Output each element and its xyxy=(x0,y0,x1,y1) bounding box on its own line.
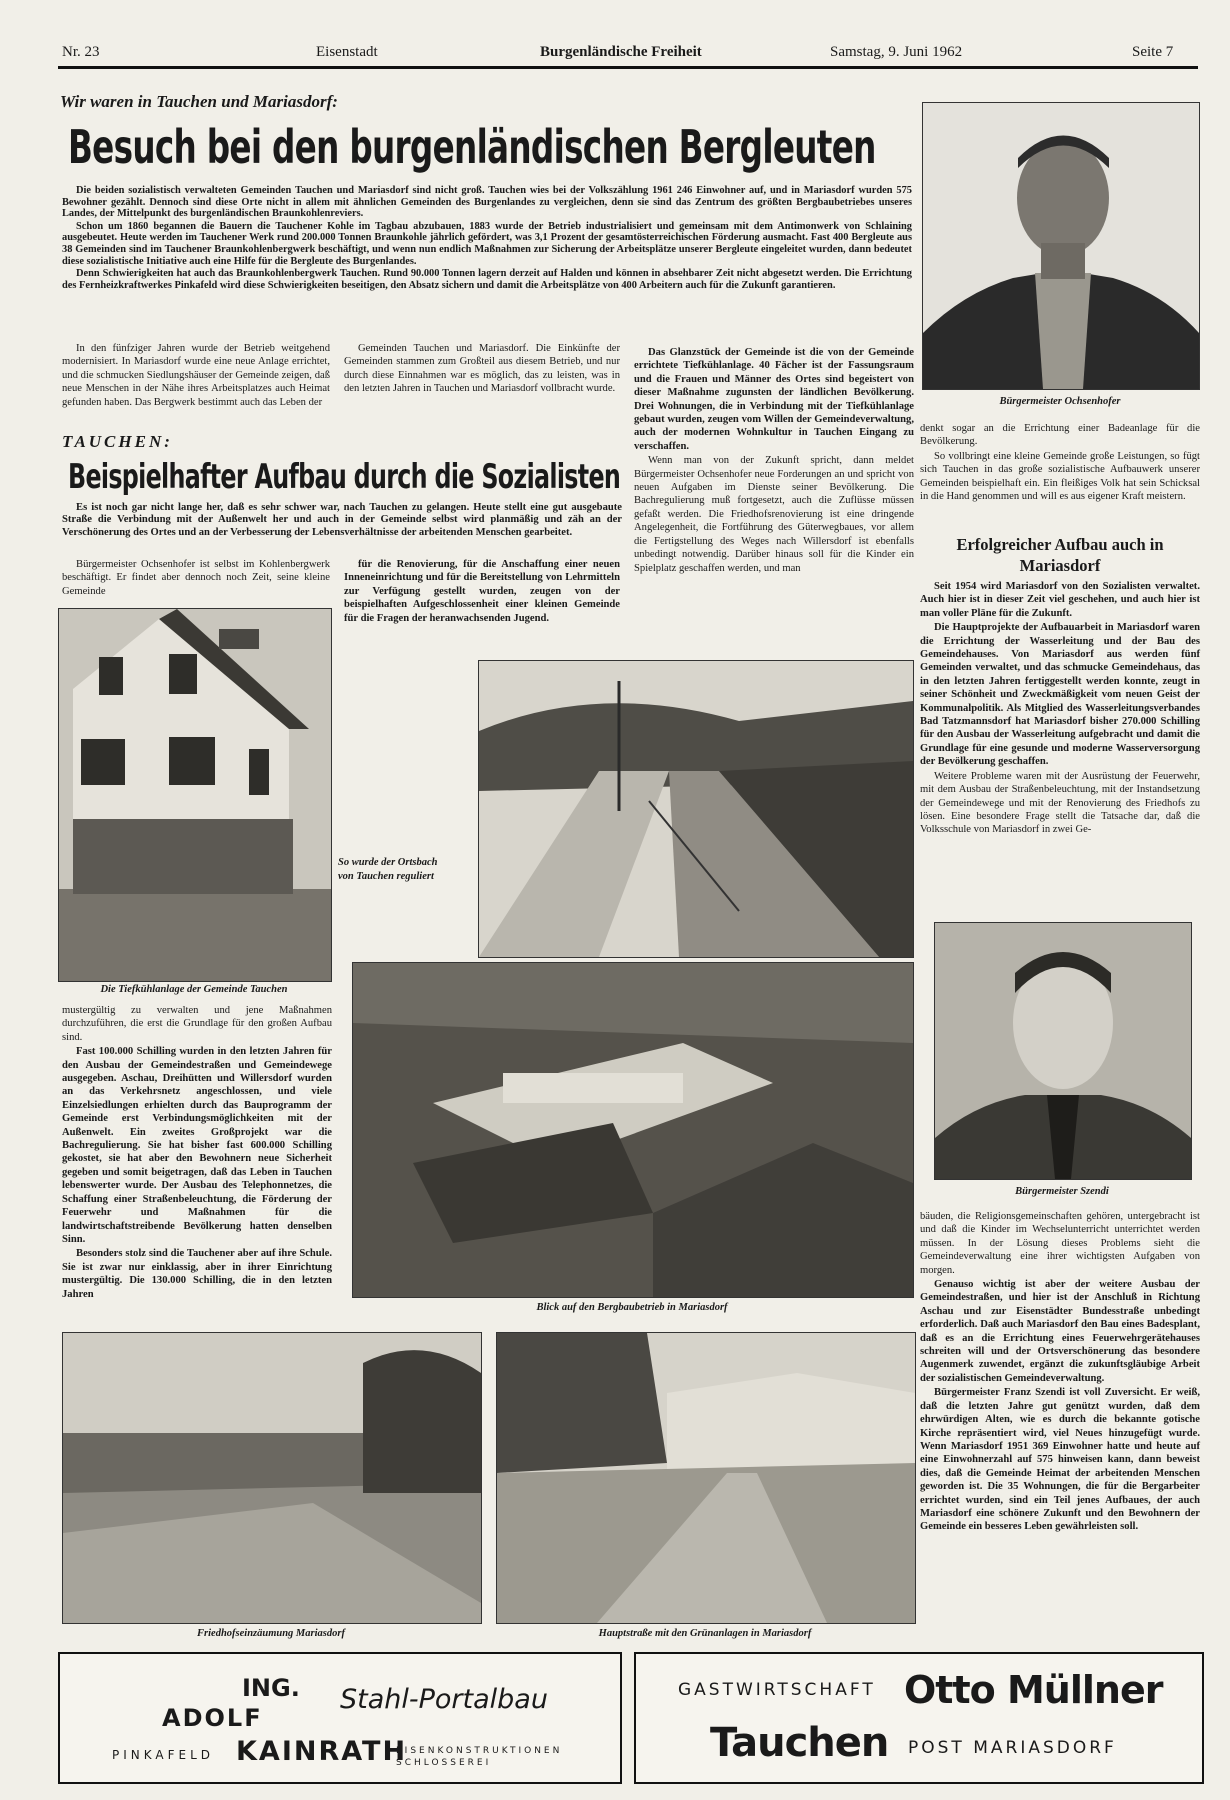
column-3-top xyxy=(634,346,914,576)
intro-paragraph-2: Gemeinden Tauchen und Mariasdorf. Die Einkünfte der Gemeinden stammen zum Großteil aus diesem Betrieb, und nur durch diese Einnahmen war es möglich, das zu leisten, was in den letzten Jahren in Tauchen und Mariasdorf vollbracht wurde. xyxy=(344,343,620,395)
intro-column-1 xyxy=(62,342,330,410)
subhead-mariasdorf: Erfolgreicher Aufbau auch in Mariasdorf xyxy=(956,535,1164,575)
tauchen-column-2 xyxy=(344,558,620,626)
col4-paragraph-2: So vollbringt eine kleine Gemeinde große Leistungen, so fügt sich Tauchen in das große sozialistische Aufbauwerk unserer Gemeinden beispielhaft ein. Ein fleißiges Volk hat sein Schicksal in die Hand genommen und will es aus eigener Kraft meistern. xyxy=(920,450,1200,503)
photo-friedhof xyxy=(62,1332,482,1624)
col1-paragraph-1: mustergültig zu verwalten und jene Maßnahmen durchzuführen, die erst die Grundlage für den großen Aufbau sind. xyxy=(62,1005,332,1043)
headline: Besuch bei den burgenländischen Bergleuten xyxy=(68,120,876,174)
ad1-kainrath: KAINRATH xyxy=(236,1736,408,1767)
ad1-ing: ING. xyxy=(242,1674,300,1702)
ad1-tagline: EISENKONSTRUKTIONEN SCHLOSSEREI xyxy=(396,1746,563,1768)
column-1-middle xyxy=(62,1004,332,1302)
tauchen-lead-paragraph: Es ist noch gar nicht lange her, daß es sehr schwer war, nach Tauchen zu gelangen. Heute stellt eine gut ausgebaute Straße die Verbindung mit der Außenwelt her und auch in der Gemeinde selbst wird planmäßig und zäh an der Verschönerung des Ortes und an der Verbesserung der Lebensverhältnisse der arbeitenden Menschen gearbeitet. xyxy=(62,502,622,538)
kicker: Wir waren in Tauchen und Mariasdorf: xyxy=(60,92,338,111)
col4-bold-paragraph-2: Die Hauptprojekte der Aufbauarbeit in Mariasdorf waren die Errichtung der Wasserleitung und der Bau des Gemeindehauses. Von Mariasdorf aus werden fünf Gemeinden verwaltet, und das schmucke Gemeindehaus, das in den letzten Jahren fertiggestellt werden konnte, zeugt in seiner Schönheit und Zweckmäßigkeit vom neuen Geist der Kommunalpolitik. Als Mitglied des Wasserleitungsverbandes Bad Tatzmannsdorf hat Mariasdorf bisher 270.000 Schilling für den Ausbau der Wasserleitung aufgebracht und damit die Grundlage für eine gesunde und moderne Wasserversorgung der Bevölkerung geschaffen. xyxy=(920,622,1200,768)
header-rule xyxy=(58,66,1198,69)
portrait-szendi xyxy=(934,922,1192,1180)
lead-paragraph-2: Schon um 1860 begannen die Bauern die Tauchener Kohle im Tagbau abzubauen, 1883 wurde der Betrieb industrialisiert und gemeinsam mit dem Antimonwerk von Schlaining ausgebeutet. Heute werden im Tauchener Werk rund 200.000 Tonnen Braunkohle jährlich gefördert, was 3,1 Prozent der gesamtösterreichischen Förderung ausmacht. Fast 400 Bergleute aus 38 Gemeinden sind im Tauchener Braunkohlenbergwerk beschäftigt, und wenn nun endlich Maßnahmen zur Sicherung der Arbeitsplätze unserer Bergleute eingeleitet wurden, dann bedeutet diese sozialistische Initiative auch eine Hilfe für die Bergleute des Burgenlandes. xyxy=(62,220,912,267)
ad1-stahl-portalbau: Stahl-Portalbau xyxy=(340,1684,548,1715)
column-4-top xyxy=(920,422,1200,504)
ad-kainrath xyxy=(58,1652,622,1784)
column-4-bottom xyxy=(920,1210,1200,1535)
portrait-ochsenhofer xyxy=(922,102,1200,390)
ad1-adolf: ADOLF xyxy=(162,1704,263,1732)
caption-szendi: Bürgermeister Szendi xyxy=(1015,1186,1109,1197)
ad1-town: PINKAFELD xyxy=(112,1748,215,1762)
photo-ortsbach xyxy=(478,660,914,958)
col4-body-paragraph: Weitere Probleme waren mit der Ausrüstung der Feuerwehr, mit dem Ausbau der Straßenbeleuchtung, mit der Instandsetzung der Gemeindewege und mit der Renovierung des Friedhofs zu lösen. Eine besondere Frage stellt die Tatsache dar, daß die Volksschule von Mariasdorf in zwei Ge- xyxy=(920,770,1200,836)
city: Eisenstadt xyxy=(316,44,378,60)
lead-text xyxy=(62,185,912,292)
ad2-gastwirtschaft: GASTWIRTSCHAFT xyxy=(678,1680,876,1700)
col1-bold-paragraph-1: Fast 100.000 Schilling wurden in den letzten Jahren für den Ausbau der Gemeindestraßen und Gemeindewege ausgegeben. Aschau, Dreihütten und Willersdorf wurden an das Verkehrsnetz angeschlossen, und viele Einzelsiedlungen erhielten durch das Bauprogramm der Gemeinde erst Verbindungsmöglichkeiten mit der Außenwelt. Ein zweites Großprojekt war die Bachregulierung. Sie hat bisher fast 600.000 Schilling gekostet, sie hat aber den Bewohnern neue Sicherheit gegeben und somit beigetragen, daß das Leben in Tauchen lebenswerter wurde. Der Ausbau des Telephonnetzes, die Schaffung einer Straßenbeleuchtung, die Förderung der Feuerwehr und Maßnahmen für die landwirtschaftstreibende Bevölkerung hatten denselben Sinn. xyxy=(62,1046,332,1245)
tauchen-paragraph-1: Bürgermeister Ochsenhofer ist selbst im Kohlenbergwerk beschäftigt. Er findet aber dennoch noch Zeit, seine kleine Gemeinde xyxy=(62,559,330,597)
tauchen-paragraph-2: für die Renovierung, für die Anschaffung einer neuen Inneneinrichtung und für die Bereitstellung von Lehrmitteln zur Verfügung gestellt wurden, zeugen von der beispielhaften Aufgeschlossenheit einer kleinen Gemeinde für die Fragen der heranwachsenden Jugend. xyxy=(344,559,620,624)
col4-paragraph-1: denkt sogar an die Errichtung einer Badeanlage für die Bevölkerung. xyxy=(920,423,1200,448)
lead-paragraph-1: Die beiden sozialistisch verwalteten Gemeinden Tauchen und Mariasdorf sind nicht groß. Tauchen wies bei der Volkszählung 1961 246 Einwohner auf, und in Mariasdorf wurden 575 Bewohner gezählt. Dennoch sind diese Orte nicht in allem mit ähnlichen Gemeinden des Burgenlandes zu vergleichen, denn sie sind das Zentrum des größten Bergbaubetriebes unseres Landes, der Mittelpunkt des burgenländischen Braunkohlenreviers. xyxy=(62,185,912,220)
caption-bergbaubetrieb: Blick auf den Bergbaubetrieb in Mariasdorf xyxy=(536,1302,728,1313)
subhead-tauchen: Beispielhafter Aufbau durch die Sozialisten xyxy=(68,457,621,497)
issue-number: Nr. 23 xyxy=(62,44,100,60)
caption-friedhof: Friedhofseinzäumung Mariasdorf xyxy=(197,1628,345,1639)
ad-muellner xyxy=(634,1652,1204,1784)
column-4-mariasdorf xyxy=(920,580,1200,838)
photo-bergbaubetrieb xyxy=(352,962,914,1298)
col4-bottom-paragraph: bäuden, die Religionsgemeinschaften gehören, untergebracht ist und daß die Kinder im Wechselunterricht unterrichtet werden müssen. In der Lösung dieses Problems sieht die Gemeindeverwaltung eine ihrer wichtigsten Aufgaben von morgen. xyxy=(920,1211,1200,1276)
col4-bottom-bold-paragraph-2: Bürgermeister Franz Szendi ist voll Zuversicht. Er weiß, daß die letzten Jahre gut genützt wurden, daß dem ehrwürdigen Alten, wie es durch die bekannte gotische Kirche repräsentiert wird, viel Neues hinzugefügt wurde. Wenn Mariasdorf 1951 369 Einwohner hatte und heute auf eine Einwohnerzahl auf 575 hinweisen kann, dann beweist dies, daß die Gemeinde Heimat der arbeitenden Menschen geworden ist. Die 35 Wohnungen, die für die Bergarbeiter errichtet wurden, sind ein Teil jenes Aufbaues, der auch Mariasdorf eine schönere Zukunft und den Bewohnern der Gemeinde ein besseres Leben gewährleisten soll. xyxy=(920,1387,1200,1533)
caption-ochsenhofer: Bürgermeister Ochsenhofer xyxy=(999,396,1121,407)
intro-column-2 xyxy=(344,342,620,397)
tauchen-lead xyxy=(62,502,622,540)
col1-bold-paragraph-2: Besonders stolz sind die Tauchener aber auf ihre Schule. Sie ist zwar nur einklassig, aber in ihrer Einrichtung mustergültig. Die 130.000 Schilling, die in den letzten Jahren xyxy=(62,1248,332,1300)
col3-body-paragraph: Wenn man von der Zukunft spricht, dann meldet Bürgermeister Ochsenhofer neue Forderungen an und spricht von neuen Aufgaben im Dienste seiner Bevölkerung. Die Bachregulierung muß fortgesetzt, auch die Zuflüsse müssen gefaßt werden. Die Friedhofsrenovierung ist eine dringende Angelegenheit, die Fortführung des Güterwegbaues, vor allem die Fertigstellung des Weges nach Willersdorf ist ebenfalls unbedingt notwendig. Darüber hinaus soll für die Kinder ein Spielplatz geschaffen werden, und man xyxy=(634,455,914,574)
col4-bold-paragraph-1: Seit 1954 wird Mariasdorf von den Sozialisten verwaltet. Auch hier ist in dieser Zeit viel geschehen, und auch hier ist man voller Pläne für die Zukunft. xyxy=(920,581,1200,619)
col3-bold-paragraph: Das Glanzstück der Gemeinde ist die von der Gemeinde errichtete Tiefkühlanlage. 40 Fächer ist der Fassungsraum und die Frauen und Männer des Ortes sind begeistert von dieser Maßnahme zugunsten der ländlichen Bevölkerung. Drei Wohnungen, die in Verbindung mit der Tiefkühlanlage gebaut wurden, zeugen vom Willen der Gemeindeverwaltung, auch der modernen Wohnkultur in Tauchen Eingang zu verschaffen. xyxy=(634,347,914,452)
photo-hauptstrasse xyxy=(496,1332,916,1624)
intro-paragraph-1: In den fünfziger Jahren wurde der Betrieb weitgehend modernisiert. In Mariasdorf wurde eine neue Anlage errichtet, und die schmucken Siedlungshäuser der Gemeinde zeigen, daß neue Menschen in der Nähe ihres Arbeitsplatzes auch Heimat gefunden haben. Das Bergwerk bestimmt auch das Leben der xyxy=(62,343,330,408)
lead-paragraph-3: Denn Schwierigkeiten hat auch das Braunkohlenbergwerk Tauchen. Rund 90.000 Tonnen lagern derzeit auf Halden und können in absehbarer Zeit nicht abgesetzt werden. Die Errichtung des Fernheizkraftwerkes Pinkafeld wird diese Schwierigkeiten beseitigen, den Absatz sichern und damit die Arbeitsplätze von 400 Arbeitern auch für die Zukunft garantieren. xyxy=(62,268,912,291)
ad2-post: POST MARIASDORF xyxy=(908,1738,1117,1758)
caption-hauptstrasse: Hauptstraße mit den Grünanlagen in Mariasdorf xyxy=(598,1628,812,1639)
col4-bottom-bold-paragraph-1: Genauso wichtig ist aber der weitere Ausbau der Gemeindestraßen, und hier ist der Anschluß in Richtung Aschau und zur Eisenstädter Bundesstraße unbedingt erforderlich. Daß auch Mariasdorf den Bau eines Badesplant, daß es an die Errichtung eines Feuerwehrgerätehauses schreiten will und der Ortsverschönerung das besondere Augenmerk zuwendet, ergänzt die zukunftsgläubige Arbeit der sozialistischen Gemeindeverwaltung. xyxy=(920,1279,1200,1384)
tauchen-column-1 xyxy=(62,558,330,599)
ad2-name: Otto Müllner xyxy=(904,1668,1163,1712)
page-number: Seite 7 xyxy=(1132,44,1174,60)
ad2-town: Tauchen xyxy=(710,1720,889,1766)
caption-ortsbach: So wurde der Ortsbach von Tauchen reguliert xyxy=(338,857,438,882)
section-tauchen: TAUCHEN: xyxy=(62,432,173,451)
caption-tiefkuehlanlage: Die Tiefkühlanlage der Gemeinde Tauchen xyxy=(100,984,288,995)
issue-date: Samstag, 9. Juni 1962 xyxy=(830,44,963,60)
photo-tiefkuehlanlage xyxy=(58,608,332,982)
paper-name: Burgenländische Freiheit xyxy=(540,44,702,60)
